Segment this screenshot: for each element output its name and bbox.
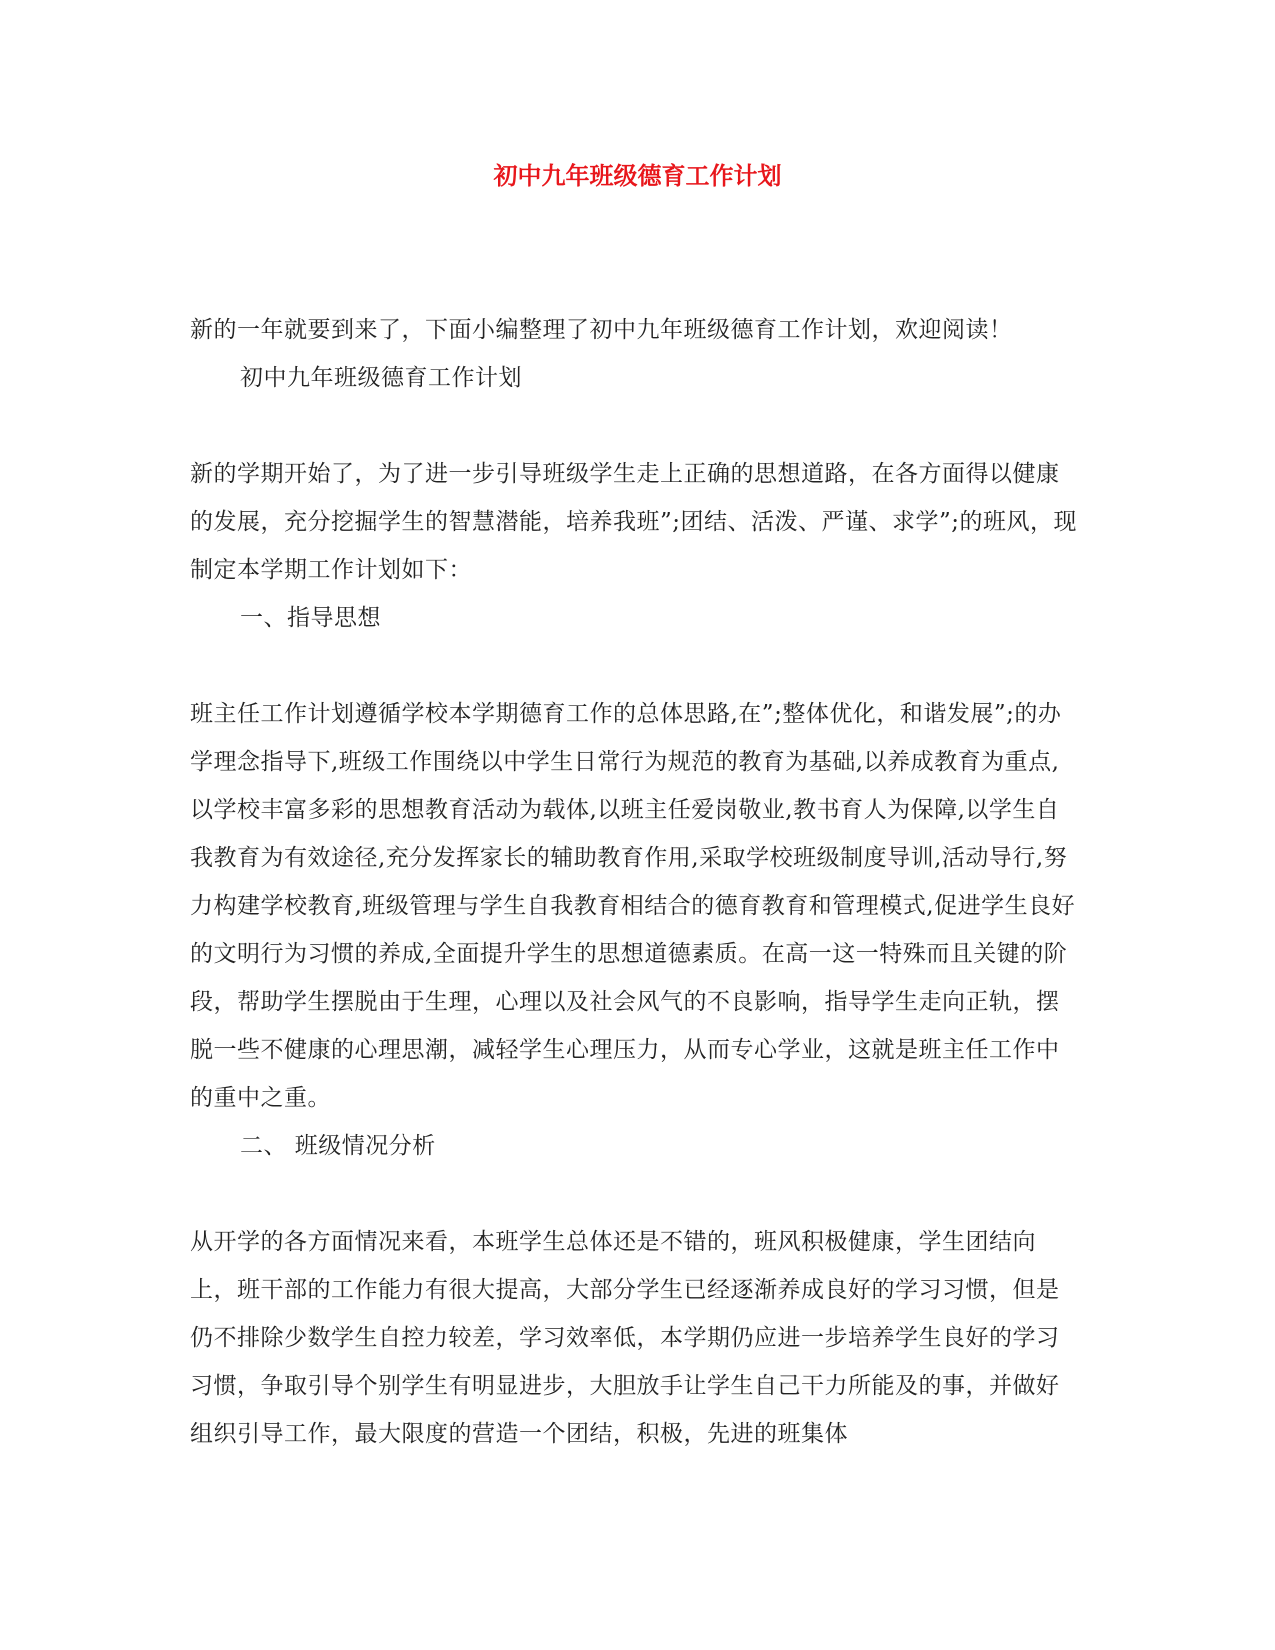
- section-heading-class-analysis: 二、 班级情况分析: [240, 1133, 436, 1159]
- section-heading-guiding-thought: 一、指导思想: [240, 605, 381, 631]
- document-title: 初中九年班级德育工作计划: [493, 161, 782, 190]
- document-body: [190, 306, 1080, 1458]
- intro-paragraph: 新的一年就要到来了，下面小编整理了初中九年班级德育工作计划，欢迎阅读！: [190, 317, 1013, 343]
- paragraph-opening: 新的学期开始了，为了进一步引导班级学生走上正确的思想道路，在各方面得以健康的发展，充分挖掘学生的智慧潜能，培养我班”;团结、活泼、严谨、求学”;的班风，现制定本学期工作计划如下：: [190, 461, 1078, 583]
- paragraph-guiding-thought: 班主任工作计划遵循学校本学期德育工作的总体思路,在”;整体优化，和谐发展”;的办学理念指导下,班级工作围绕以中学生日常行为规范的教育为基础,以养成教育为重点,以学校丰富多彩的思想教育活动为载体,以班主任爱岗敬业,教书育人为保障,以学生自我教育为有效途径,充分发挥家长的辅助教育作用,采取学校班级制度导训,活动导行,努力构建学校教育,班级管理与学生自我教育相结合的德育教育和管理模式,促进学生良好的文明行为习惯的养成,全面提升学生的思想道德素质。在高一这一特殊而且关键的阶段，帮助学生摆脱由于生理，心理以及社会风气的不良影响，指导学生走向正轨，摆脱一些不健康的心理思潮，减轻学生心理压力，从而专心学业，这就是班主任工作中的重中之重。: [190, 701, 1076, 1111]
- document-subtitle: 初中九年班级德育工作计划: [240, 365, 522, 391]
- paragraph-class-analysis: 从开学的各方面情况来看，本班学生总体还是不错的，班风积极健康，学生团结向上，班干部的工作能力有很大提高，大部分学生已经逐渐养成良好的学习习惯，但是仍不排除少数学生自控力较差，学习效率低，本学期仍应进一步培养学生良好的学习习惯，争取引导个别学生有明显进步，大胆放手让学生自己干力所能及的事，并做好组织引导工作，最大限度的营造一个团结，积极，先进的班集体: [190, 1229, 1060, 1447]
